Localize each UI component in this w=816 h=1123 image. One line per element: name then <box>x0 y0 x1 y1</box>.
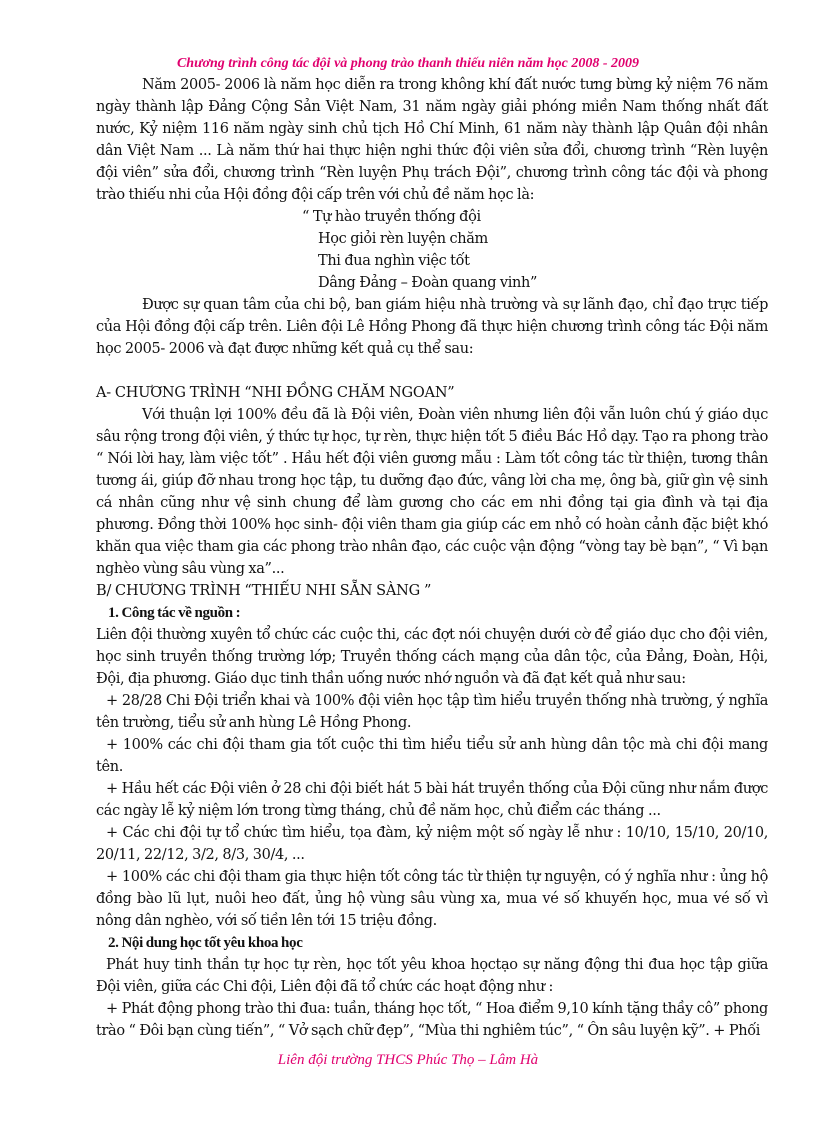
subsection-2-paragraph-2: + Phát động phong trào thi đua: tuần, tháng học tốt, “ Hoa điểm 9,10 kính tặng thầy cô” phong trào “ Đôi bạn cùng tiến”, “ Vở sạch chữ đẹp”, “Mùa thi nghiêm túc”, “ Ôn sâu luyện kỹ”. + Phối <box>96 1001 768 1039</box>
subsection-1-paragraph: Liên đội thường xuyên tổ chức các cuộc thi, các đợt nói chuyện dưới cờ để giáo dục cho đội viên, học sinh truyền thống trường lớp; Truyền thống cách mạng của dân tộc, của Đảng, Đoàn, Hội, Đội, địa phương. Giáo dục tinh thần uống nước nhớ nguồn và đã đạt kết quả như sau: <box>96 627 768 687</box>
list-item: + 100% các chi đội tham gia tốt cuộc thi tìm hiểu tiểu sử anh hùng dân tộc mà chi đội mang tên. <box>96 737 768 775</box>
page-footer: Liên đội trường THCS Phúc Thọ – Lâm Hà <box>277 1052 539 1068</box>
section-a-paragraph: Với thuận lợi 100% đều đã là Đội viên, Đoàn viên nhưng liên đội vẫn luôn chú ý giáo dục sâu rộng trong đội viên, ý thức tự học, tự rèn, thực hiện tốt 5 điều Bác Hồ dạy. Tạo ra phong trào “ Nói lời hay, làm việc tốt” . Hầu hết đội viên gương mẫu : Làm tốt công tác từ thiện, tương thân tương ái, giúp đỡ nhau trong học tập, tu dưỡng đạo đức, vâng lời cha mẹ, ông bà, giữ gìn vệ sinh cá nhân cũng như vệ sinh chung để làm gương cho các em nhi đồng tại gia đình và tại địa phương. Đồng thời 100% học sinh- đội viên tham gia giúp các em nhỏ có hoàn cảnh đặc biệt khó khăn qua việc tham gia các phong trào nhân đạo, các cuộc vận động “vòng tay bè bạn”, “ Vì bạn nghèo vùng sâu vùng xa”... <box>96 407 768 577</box>
theme-poem <box>96 206 768 294</box>
page-header: Chương trình công tác đội và phong trào thanh thiếu niên năm học 2008 - 2009 <box>176 56 640 71</box>
list-item: + Hầu hết các Đội viên ở 28 chi đội biết hát 5 bài hát truyền thống của Đội cũng như nắm được các ngày lễ kỷ niệm lớn trong từng tháng, chủ đề năm học, chủ điểm các tháng ... <box>96 781 768 819</box>
document-body <box>96 74 768 1042</box>
subsection-1-title: 1. Công tác về nguồn : <box>108 605 241 621</box>
subsection-2-paragraph: Phát huy tinh thần tự học tự rèn, học tốt yêu khoa họctạo sự năng động thi đua học tập giữa Đội viên, giữa các Chi đội, Liên đội đã tổ chức các hoạt động như : <box>96 957 768 995</box>
poem-line: “ Tự hào truyền thống đội <box>302 209 481 225</box>
poem-line: Dâng Đảng – Đoàn quang vinh” <box>318 275 538 291</box>
subsection-2-title: 2. Nội dung học tốt yêu khoa học <box>108 935 303 951</box>
poem-line: Học giỏi rèn luyện chăm <box>318 231 488 247</box>
poem-line: Thi đua nghìn việc tốt <box>318 253 470 269</box>
list-item: + 100% các chi đội tham gia thực hiện tốt công tác từ thiện tự nguyện, có ý nghĩa như : ủng hộ đồng bào lũ lụt, nuôi heo đất, ủng hộ vùng sâu vùng xa, mua vé số khuyến học, mua vé số vì nông dân nghèo, với số tiền lên tới 15 triệu đồng. <box>96 869 768 929</box>
intro-paragraph: Năm 2005- 2006 là năm học diễn ra trong không khí đất nước tưng bừng kỷ niệm 76 năm ngày thành lập Đảng Cộng Sản Việt Nam, 31 năm ngày giải phóng miền Nam thống nhất đất nước, Kỷ niệm 116 năm ngày sinh chủ tịch Hồ Chí Minh, 61 năm này thành lập Quân đội nhân dân Việt Nam ... Là năm thứ hai thực hiện nghi thức đội viên sửa đổi, chương trình “Rèn luyện đội viên” sửa đổi, chương trình “Rèn luyện Phụ trách Đội”, chương trình công tác đội và phong trào thiếu nhi của Hội đồng đội cấp trên với chủ đề năm học là: <box>96 77 768 203</box>
list-item: + Các chi đội tự tổ chức tìm hiểu, tọa đàm, kỷ niệm một số ngày lễ như : 10/10, 15/10, 20/10, 20/11, 22/12, 3/2, 8/3, 30/4, ... <box>96 825 768 863</box>
section-b-title: B/ CHƯƠNG TRÌNH “THIẾU NHI SẴN SÀNG ” <box>96 583 432 599</box>
list-item: + 28/28 Chi Đội triển khai và 100% đội viên học tập tìm hiểu truyền thống nhà trường, ý nghĩa tên trường, tiểu sử anh hùng Lê Hồng Phong. <box>96 693 768 731</box>
intro-paragraph-2: Được sự quan tâm của chi bộ, ban giám hiệu nhà trường và sự lãnh đạo, chỉ đạo trực tiếp của Hội đồng đội cấp trên. Liên đội Lê Hồng Phong đã thực hiện chương trình công tác Đội năm học 2005- 2006 và đạt được những kết quả cụ thể sau: <box>96 297 768 357</box>
section-a-title: A- CHƯƠNG TRÌNH “NHI ĐỒNG CHĂM NGOAN” <box>96 385 455 401</box>
